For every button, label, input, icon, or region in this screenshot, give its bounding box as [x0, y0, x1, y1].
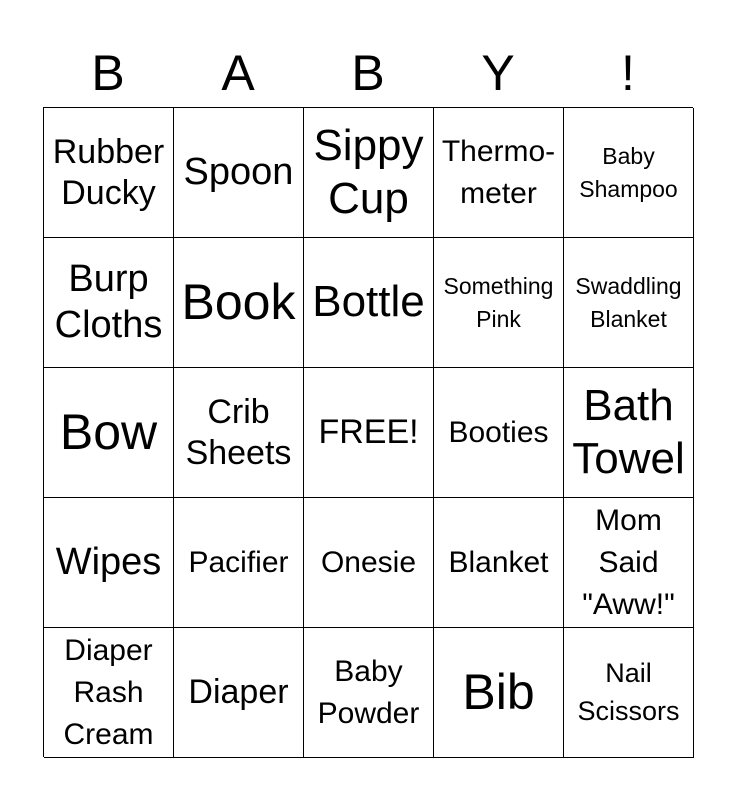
cell-text: Wipes [55, 540, 162, 583]
bingo-cell[interactable] [564, 238, 694, 368]
bingo-cell[interactable] [304, 368, 434, 498]
cell-text: Rubber Ducky [52, 132, 165, 212]
bingo-cell[interactable] [174, 108, 304, 238]
cell-text: Blanket [448, 545, 549, 579]
cell-text: Mom Said "Aww!" [582, 503, 675, 621]
bingo-header [43, 40, 693, 106]
cell-text: Booties [448, 415, 549, 449]
cell-text: Sippy Cup [313, 120, 424, 223]
bingo-cell[interactable] [434, 368, 564, 498]
cell-text: Crib Sheets [185, 392, 292, 472]
bingo-cell[interactable] [174, 238, 304, 368]
bingo-cell[interactable] [174, 628, 304, 758]
bingo-cell[interactable] [564, 498, 694, 628]
bingo-cell[interactable] [174, 368, 304, 498]
bingo-cell[interactable] [304, 108, 434, 238]
cell-text: Onesie [320, 545, 417, 579]
cell-text: Bow [59, 404, 158, 460]
header-letter-exclaim: ! [621, 45, 635, 101]
cell-text: Nail Scissors [577, 657, 680, 726]
cell-text: FREE! [318, 413, 419, 452]
cell-text: Swaddling Blanket [575, 273, 682, 332]
cell-text: Bath Towel [572, 380, 685, 483]
bingo-cell[interactable] [564, 628, 694, 758]
bingo-cell[interactable] [44, 628, 174, 758]
cell-text: Baby Powder [317, 654, 420, 730]
bingo-cell[interactable] [564, 368, 694, 498]
bingo-board [43, 107, 693, 757]
cell-text: Diaper Rash Cream [63, 633, 154, 751]
header-letter-b2: B [351, 45, 385, 101]
bingo-cell[interactable] [44, 368, 174, 498]
bingo-cell[interactable] [44, 238, 174, 368]
cell-text: Baby Shampoo [579, 143, 678, 202]
header-letter-b: B [91, 45, 125, 101]
header-letter-y: Y [481, 45, 515, 101]
bingo-cell[interactable] [434, 628, 564, 758]
cell-text: Burp Cloths [54, 257, 163, 346]
cell-text: Pacifier [188, 545, 289, 579]
bingo-cell[interactable] [44, 498, 174, 628]
bingo-cell[interactable] [564, 108, 694, 238]
cell-text: Bottle [312, 277, 425, 327]
cell-text: Thermo- meter [441, 134, 556, 210]
bingo-cell[interactable] [434, 498, 564, 628]
bingo-cell[interactable] [304, 498, 434, 628]
cell-text: Book [181, 274, 296, 330]
bingo-cell[interactable] [304, 628, 434, 758]
bingo-cell[interactable] [434, 238, 564, 368]
cell-text: Spoon [183, 150, 294, 193]
header-letter-a: A [221, 45, 255, 101]
bingo-cell[interactable] [304, 238, 434, 368]
bingo-cell[interactable] [434, 108, 564, 238]
bingo-cell[interactable] [44, 108, 174, 238]
cell-text: Diaper [188, 673, 289, 712]
bingo-cell[interactable] [174, 498, 304, 628]
cell-text: Something Pink [443, 273, 554, 332]
cell-text: Bib [462, 664, 535, 720]
